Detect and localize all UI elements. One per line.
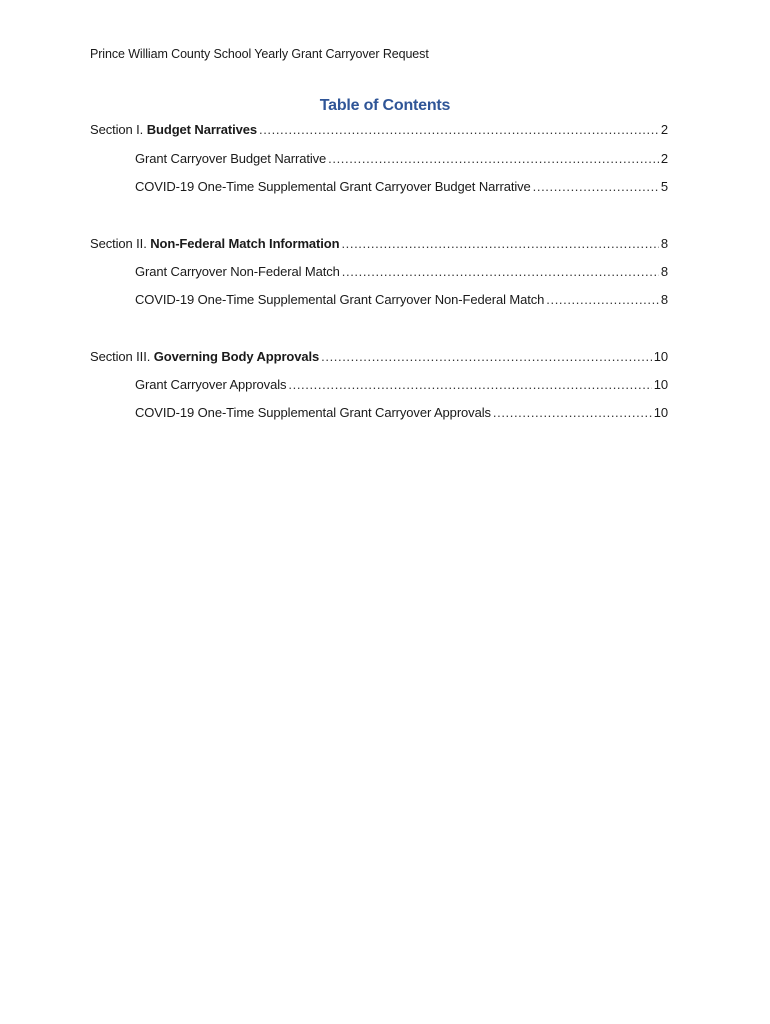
toc-section-name: Non-Federal Match Information (150, 236, 340, 251)
toc-entry-label: Grant Carryover Approvals (135, 377, 287, 392)
toc-entry-label: Grant Carryover Budget Narrative (135, 151, 327, 166)
toc-section-budget-narratives[interactable] (90, 121, 668, 139)
toc-entry-grant-carryover-approvals[interactable] (135, 376, 668, 394)
dot-leader (533, 178, 659, 196)
dot-leader (493, 404, 652, 422)
toc-title: Table of Contents (319, 97, 451, 114)
dot-leader (342, 263, 659, 281)
toc-page-number: 2 (660, 122, 668, 137)
toc-page-number: 8 (660, 264, 668, 279)
dot-leader (328, 150, 659, 168)
toc-page-number: 10 (653, 405, 668, 420)
toc-section-label: Section II. Non-Federal Match Information (90, 236, 340, 251)
toc-section-non-federal-match[interactable] (90, 235, 668, 253)
dot-leader (341, 235, 658, 253)
toc-entry-grant-carryover-budget-narrative[interactable] (135, 150, 668, 168)
toc-page-number: 8 (660, 236, 668, 251)
toc-section-label: Section III. Governing Body Approvals (90, 349, 320, 364)
toc-entry-covid-approvals[interactable] (135, 404, 668, 422)
toc-entry-covid-non-federal-match[interactable] (135, 291, 668, 309)
toc-entry-label: COVID-19 One-Time Supplemental Grant Carryover Budget Narrative (135, 179, 531, 194)
dot-leader (546, 291, 659, 309)
toc-page-number: 8 (660, 292, 668, 307)
dot-leader (321, 348, 652, 366)
toc-section-governing-body-approvals[interactable] (90, 348, 668, 366)
dot-leader (288, 376, 651, 394)
toc-page-number: 5 (660, 179, 668, 194)
dot-leader (259, 121, 659, 139)
running-header: Prince William County School Yearly Grant Carryover Request (90, 47, 429, 61)
toc-entry-label: COVID-19 One-Time Supplemental Grant Carryover Approvals (135, 405, 491, 420)
toc-section-label: Section I. Budget Narratives (90, 122, 257, 137)
toc-section-name: Budget Narratives (146, 122, 257, 137)
toc-entry-label: COVID-19 One-Time Supplemental Grant Carryover Non-Federal Match (135, 292, 545, 307)
toc-page-number: 10 (653, 349, 668, 364)
toc-entry-label: Grant Carryover Non-Federal Match (135, 264, 340, 279)
toc-entry-grant-carryover-non-federal-match[interactable] (135, 263, 668, 281)
toc-section-name: Governing Body Approvals (153, 349, 320, 364)
toc-entry-covid-budget-narrative[interactable] (135, 178, 668, 196)
toc-page-number: 10 (653, 377, 668, 392)
toc-page-number: 2 (660, 151, 668, 166)
